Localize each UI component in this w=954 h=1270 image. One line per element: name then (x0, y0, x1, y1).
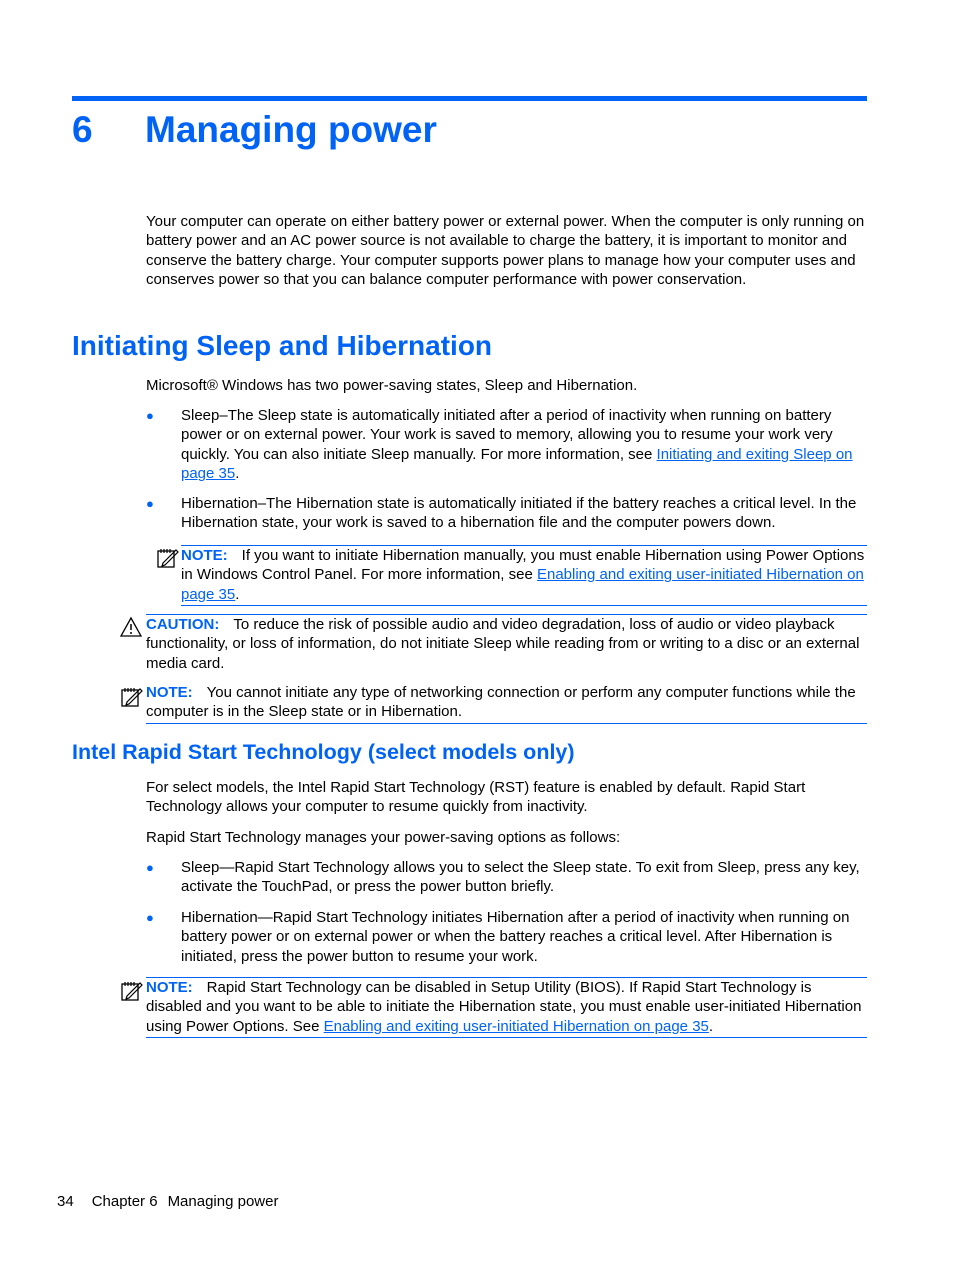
chapter-rule (72, 96, 867, 101)
chapter-title-text: Managing power (145, 109, 437, 150)
note-text (181, 546, 867, 604)
caution-text (146, 615, 867, 673)
caution-icon (119, 616, 143, 638)
note-text (146, 978, 867, 1036)
section-title-rapid-start: Intel Rapid Start Technology (select models only) (72, 740, 575, 764)
link-enabling-hibernation[interactable]: Enabling and exiting user-initiated Hibernation on page 35 (181, 566, 864, 603)
note-box-rst-disable (146, 977, 867, 1038)
caution-body: To reduce the risk of possible audio and video degradation, loss of audio or video playback functionality, or loss of information, do not initiate Sleep while reading from or writing to a disc or an external media card. (146, 616, 860, 672)
note-icon (156, 546, 180, 570)
list-item-text (181, 406, 867, 484)
section2-paragraph-1: For select models, the Intel Rapid Start Technology (RST) feature is enabled by default. Rapid Start Technology allows your computer to resume quickly from inactivity. (146, 779, 806, 816)
note-box-hibernation (181, 545, 867, 606)
bullet-icon: ● (146, 910, 154, 925)
section2-paragraph-2: Rapid Start Technology manages your power-saving options as follows: (146, 829, 621, 846)
note-label: NOTE: (181, 547, 228, 564)
note-box-sleep-networking (146, 683, 867, 724)
page-number: 34 (57, 1193, 74, 1210)
caution-box (146, 614, 867, 673)
section-title-sleep-hibernation: Initiating Sleep and Hibernation (72, 330, 493, 361)
bullet-icon: ● (146, 496, 154, 511)
note-icon (120, 685, 144, 709)
period: . (235, 465, 240, 483)
link-initiating-exiting-sleep[interactable]: Initiating and exiting Sleep on page 35 (181, 445, 853, 483)
bullet-icon: ● (146, 860, 154, 875)
list-item-text: Sleep—Rapid Start Technology allows you to select the Sleep state. To exit from Sleep, press any key, activate the TouchPad, or press the power button briefly. (181, 859, 860, 896)
list-item-text: Hibernation—Rapid Start Technology initiates Hibernation after a period of inactivity when running on battery power or on external power or when the battery reaches a critical level. After Hibernation is initiated, press the power button to resume your work. (181, 909, 850, 965)
footer-title: Managing power (167, 1193, 279, 1210)
link-enabling-hibernation[interactable]: Enabling and exiting user-initiated Hibernation on page 35 (323, 1017, 709, 1035)
note-body: If you want to initiate Hibernation manually, you must enable Hibernation using Power Options in Windows Control Panel. For more information, see (181, 547, 865, 584)
intro-paragraph: Your computer can operate on either battery power or external power. When the computer is only running on battery power and an AC power source is not available to charge the battery, it is important to monitor and conserve the battery charge. Your computer supports power plans to manage how your computer uses and conserves power so that you can balance computer performance with power conservation. (146, 213, 865, 289)
note-label: NOTE: (146, 684, 193, 701)
caution-label: CAUTION: (146, 616, 220, 633)
chapter-title (72, 106, 437, 154)
list-item-text: Hibernation–The Hibernation state is automatically initiated if the battery reaches a critical level. In the Hibernation state, your work is saved to a hibernation file and the computer powers down. (181, 495, 857, 532)
note-icon (120, 979, 144, 1003)
list-item-sleep-text: Sleep–The Sleep state is automatically initiated after a period of inactivity when running on battery power or on external power. Your work is saved to memory, allowing you to resume your work very quickly. You can also initiate Sleep manually. For more information, see (181, 407, 833, 463)
footer-chapter: Chapter 6 (91, 1193, 158, 1210)
note-text (146, 683, 867, 722)
period: . (235, 585, 240, 603)
section1-lead: Microsoft® Windows has two power-saving states, Sleep and Hibernation. (146, 377, 638, 394)
note-body: You cannot initiate any type of networking connection or perform any computer functions while the computer is in the Sleep state or in Hibernation. (146, 684, 856, 721)
chapter-number: 6 (72, 109, 93, 150)
bullet-icon: ● (146, 408, 154, 423)
note-body: Rapid Start Technology can be disabled in Setup Utility (BIOS). If Rapid Start Technology is disabled and you want to be able to initiate the Hibernation state, you must enable user-initiated Hibernation using Power Options. See (146, 979, 862, 1035)
note-label: NOTE: (146, 979, 193, 996)
period: . (708, 1017, 714, 1035)
page-footer (57, 1192, 296, 1211)
